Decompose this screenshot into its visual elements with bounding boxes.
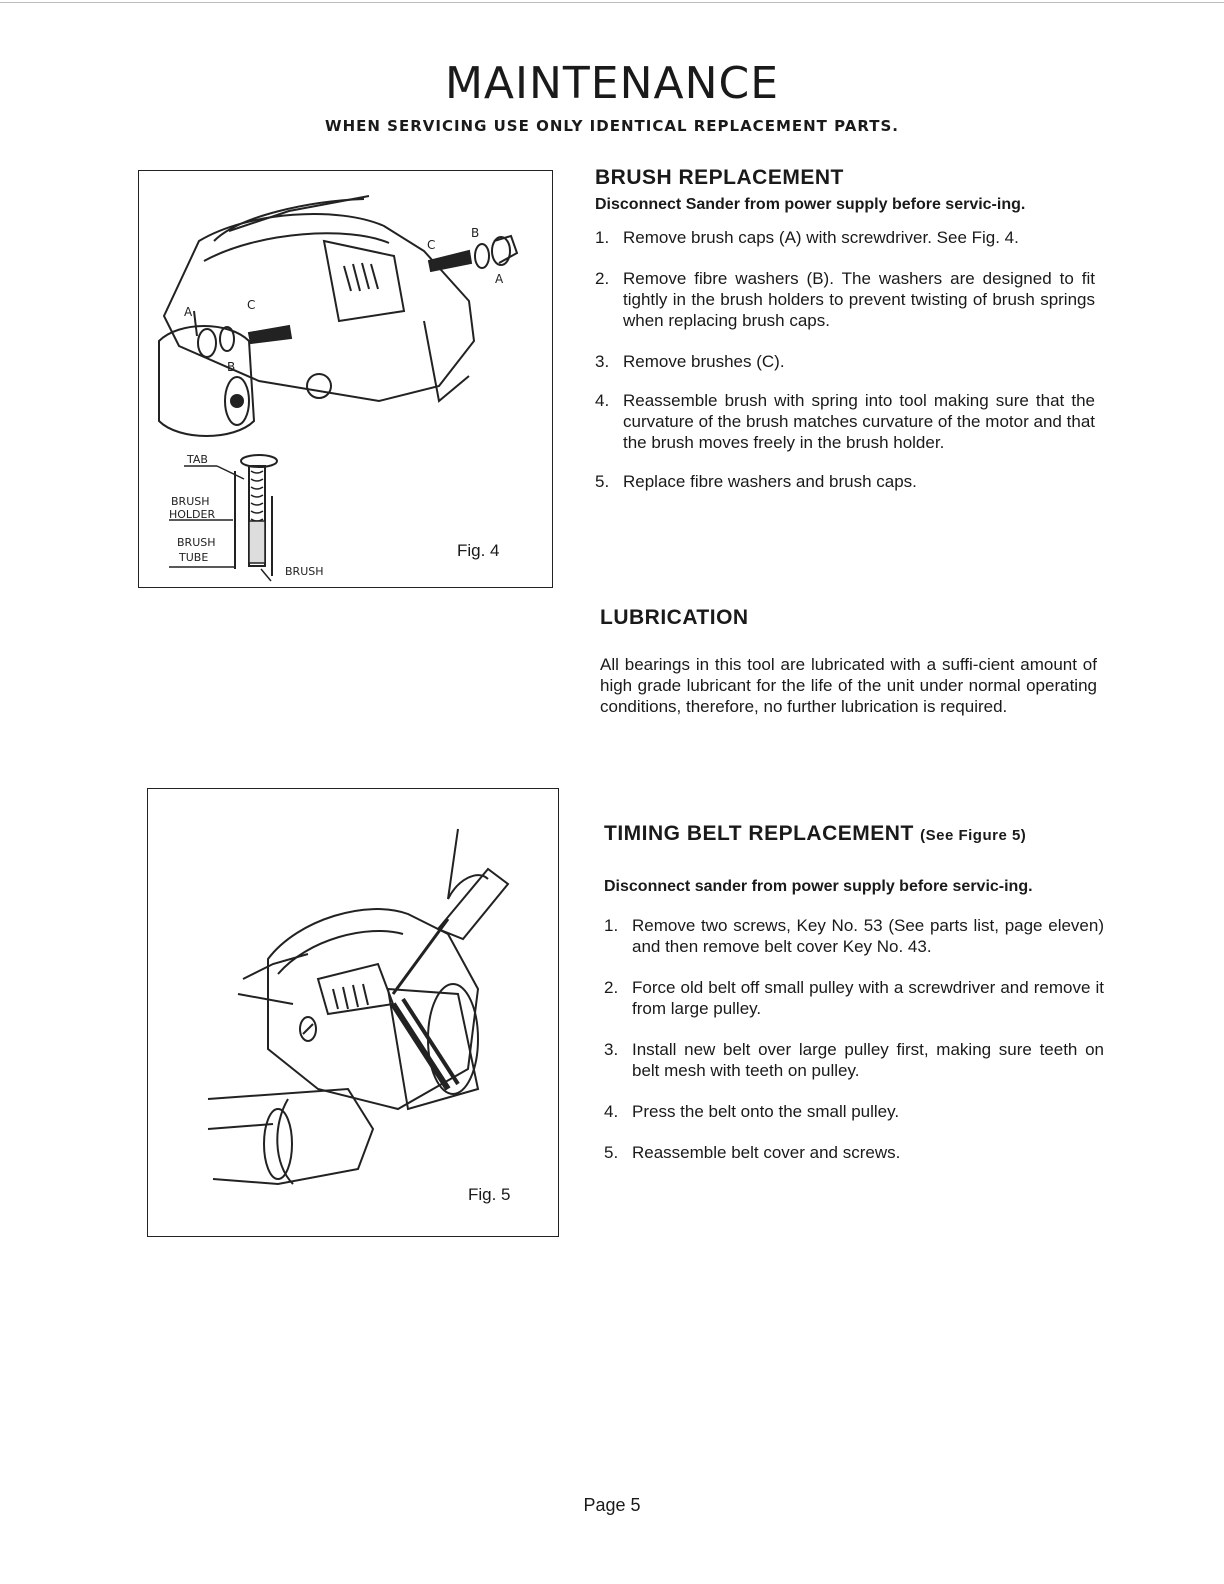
- timing-belt-heading-text: TIMING BELT REPLACEMENT: [604, 822, 914, 845]
- list-item: 2. Remove fibre washers (B). The washers are designed to fit tightly in the brush holders to prevent twisting of brush springs when replacing brush caps.: [595, 269, 1095, 330]
- top-rule: [0, 2, 1224, 3]
- figure-4-label: Fig. 4: [457, 541, 500, 560]
- figure-5-label: Fig. 5: [468, 1185, 511, 1204]
- lubrication-heading: LUBRICATION: [600, 606, 749, 629]
- page-number: Page 5: [583, 1495, 641, 1515]
- page-title: MAINTENANCE: [444, 58, 780, 109]
- callout-brush-tube-1: BRUSH: [177, 536, 216, 549]
- brush-replacement-heading: BRUSH REPLACEMENT: [595, 166, 844, 189]
- callout-b-right: B: [471, 226, 480, 240]
- list-item: 4. Reassemble brush with spring into tool making sure that the curvature of the brush matches curvature of the motor and that the brush moves freely in the brush holder.: [595, 391, 1095, 452]
- timing-belt-steps: [604, 915, 1104, 1163]
- callout-brush-tube-2: TUBE: [179, 551, 209, 564]
- callout-a-left: A: [184, 305, 193, 319]
- callout-brush-holder-1: BRUSH: [171, 495, 210, 508]
- list-item: 2. Force old belt off small pulley with a screwdriver and remove it from large pulley.: [604, 978, 1104, 1018]
- callout-c-right: C: [427, 238, 436, 252]
- callout-tab: TAB: [187, 453, 208, 466]
- brush-replacement-steps: [595, 227, 1095, 492]
- list-item: 3. Remove brushes (C).: [595, 352, 785, 371]
- list-item: 3. Install new belt over large pulley first, making sure teeth on belt mesh with teeth on pulley.: [604, 1040, 1104, 1080]
- list-item: 1. Remove two screws, Key No. 53 (See parts list, page eleven) and then remove belt cover Key No. 43.: [604, 916, 1104, 956]
- timing-belt-warning: Disconnect sander from power supply before servic-ing.: [604, 878, 1033, 895]
- figure-4: [138, 170, 553, 588]
- list-item: 4. Press the belt onto the small pulley.: [604, 1102, 900, 1121]
- brush-replacement-section: [595, 166, 1095, 492]
- list-item: 5. Reassemble belt cover and screws.: [604, 1143, 901, 1162]
- list-item: 1. Remove brush caps (A) with screwdriver. See Fig. 4.: [595, 228, 1019, 247]
- callout-a-right: A: [495, 272, 504, 286]
- lubrication-text: All bearings in this tool are lubricated with a suffi-cient amount of high grade lubricant for the life of the unit under normal operating conditions, therefore, no further lubrication is required.: [600, 655, 1097, 716]
- brush-replacement-warning: Disconnect Sander from power supply before servic-ing.: [595, 196, 1026, 213]
- callout-c-left: C: [247, 298, 256, 312]
- callout-brush-holder-2: HOLDER: [169, 508, 216, 521]
- callout-b-left: B: [227, 360, 236, 374]
- page-subtitle: WHEN SERVICING USE ONLY IDENTICAL REPLACEMENT PARTS.: [325, 117, 899, 135]
- lubrication-section: [600, 606, 1097, 717]
- timing-belt-heading-note: (See Figure 5): [920, 827, 1027, 844]
- figure-5: [147, 788, 559, 1237]
- figure-4-illustration: [139, 171, 552, 587]
- timing-belt-section: [604, 822, 1104, 1163]
- figure-5-illustration: [148, 789, 558, 1236]
- list-item: 5. Replace fibre washers and brush caps.: [595, 472, 917, 491]
- callout-brush: BRUSH: [285, 565, 324, 578]
- timing-belt-heading: [604, 822, 1104, 846]
